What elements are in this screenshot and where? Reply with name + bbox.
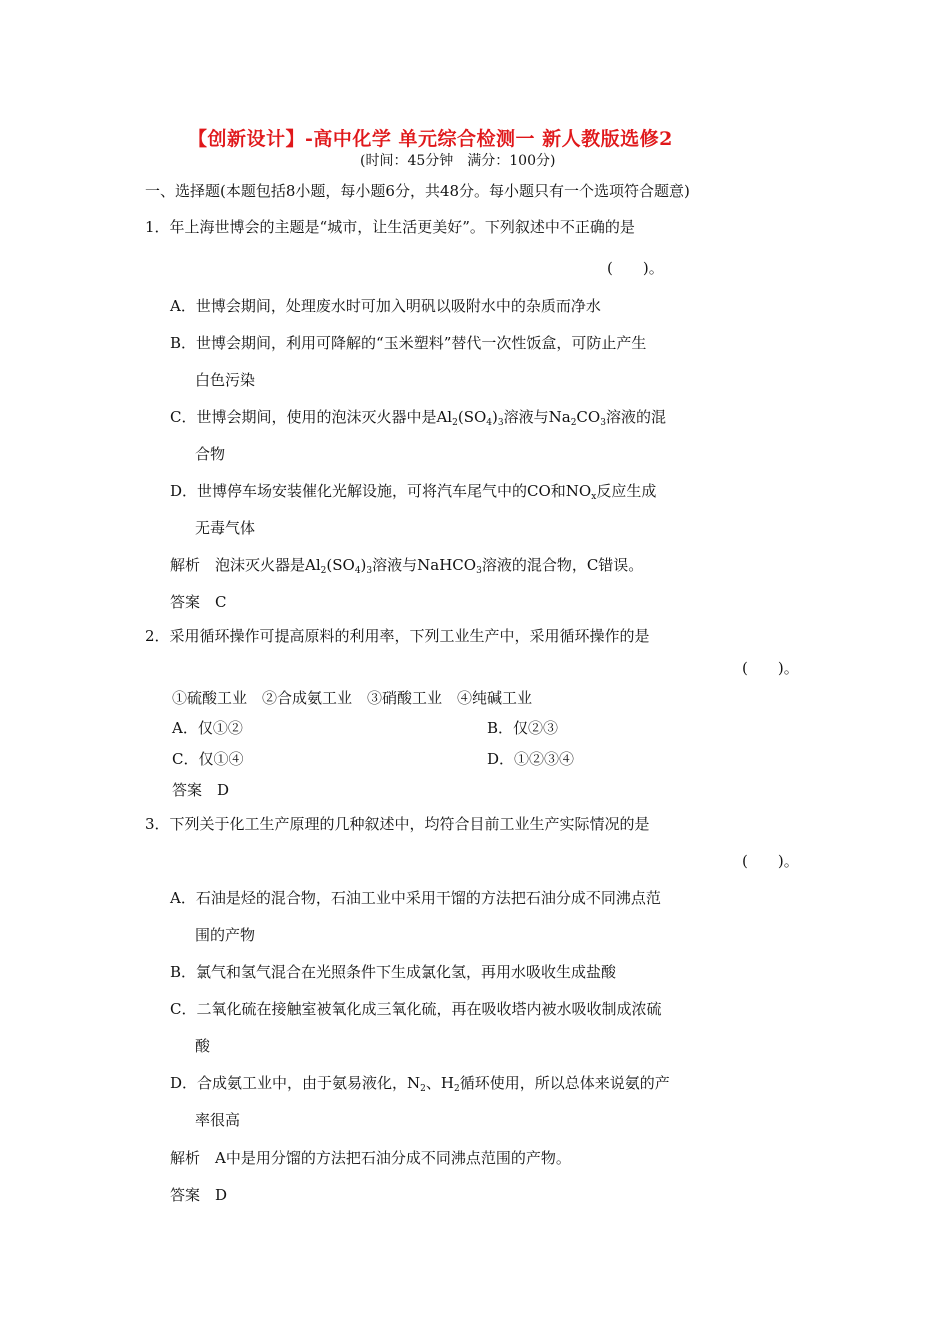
q1-option-c: C．世博会期间，使用的泡沫灭火器中是$Al_2(SO_4)_3$溶液与$Na_2CO_3$溶液的混 [170,408,666,428]
page-title: 【创新设计】-高中化学 单元综合检测一 新人教版选修2 [188,128,673,150]
exam-time-score: (时间：45分钟 满分：100分) [360,153,556,169]
q1-option-b-cont: 白色污染 [195,371,256,389]
q1-option-c-cont: 合物 [195,445,226,463]
q1-option-a: A．世博会期间，处理废水时可加入明矾以吸附水中的杂质而净水 [170,297,601,315]
q1-option-b: B．世博会期间，利用可降解的“玉米塑料”替代一次性饭盒，可防止产生 [170,334,647,352]
q2-answer-blank: ( )。 [742,659,799,677]
q2-answer: 答案 D [172,781,230,799]
q1-stem: 1．年上海世博会的主题是“城市，让生活更美好”。下列叙述中不正确的是 [145,218,635,236]
q3-option-c: C．二氧化硫在接触室被氧化成三氧化硫，再在吸收塔内被水吸收制成浓硫 [170,1000,662,1018]
q3-analysis: 解析 A中是用分馏的方法把石油分成不同沸点范围的产物。 [170,1149,571,1167]
q3-option-d: D．合成氨工业中，由于氨易液化，$N_2$、$H_2$循环使用，所以总体来说氨的产 [170,1074,670,1094]
section-heading: 一、选择题(本题包括8小题，每小题6分，共48分。每小题只有一个选项符合题意) [145,182,690,200]
q1-answer-blank: ( )。 [607,259,664,277]
q2-option-d: D．①②③④ [487,750,575,768]
q2-option-a: A．仅①② [172,719,243,737]
q3-answer-blank: ( )。 [742,852,799,870]
q1-analysis: 解析 泡沫灭火器是$Al_2(SO_4)_3$溶液与NaHCO$_3$溶液的混合物，C错误。 [170,556,644,576]
q1-option-d-cont: 无毒气体 [195,519,256,537]
q3-option-a-cont: 围的产物 [195,926,256,944]
q2-items: ①硫酸工业 ②合成氨工业 ③硝酸工业 ④纯碱工业 [172,689,533,707]
q2-option-b: B．仅②③ [487,719,559,737]
q3-option-a: A．石油是烃的混合物，石油工业中采用干馏的方法把石油分成不同沸点范 [170,889,661,907]
q1-answer: 答案 C [170,593,227,611]
q1-option-d: D．世博停车场安装催化光解设施，可将汽车尾气中的CO和$NO_x$反应生成 [170,482,657,502]
q2-stem: 2．采用循环操作可提高原料的利用率，下列工业生产中，采用循环操作的是 [145,627,650,645]
q2-option-c: C．仅①④ [172,750,244,768]
q3-stem: 3．下列关于化工生产原理的几种叙述中，均符合目前工业生产实际情况的是 [145,815,650,833]
q3-option-d-cont: 率很高 [195,1111,241,1129]
q3-option-c-cont: 酸 [195,1037,211,1055]
q3-answer: 答案 D [170,1186,228,1204]
q3-option-b: B．氯气和氢气混合在光照条件下生成氯化氢，再用水吸收生成盐酸 [170,963,617,981]
